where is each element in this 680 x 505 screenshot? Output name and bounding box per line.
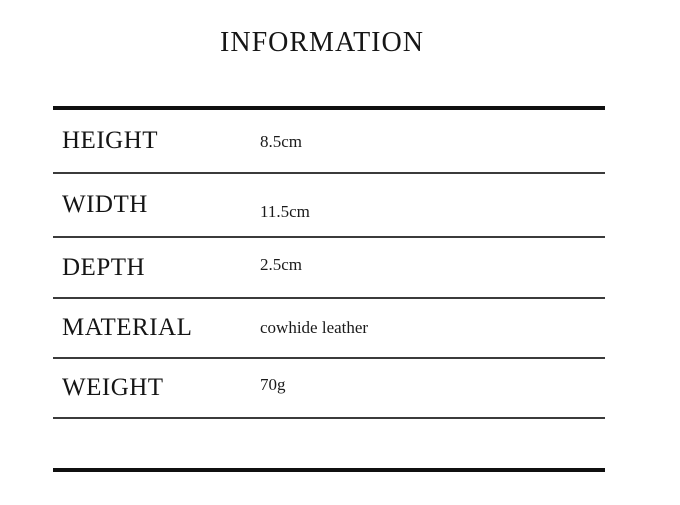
spec-label: WIDTH <box>62 191 148 218</box>
spec-row-material <box>53 299 605 359</box>
spec-value: 8.5cm <box>260 132 303 151</box>
spec-row-height <box>53 110 605 174</box>
spec-value: cowhide leather <box>260 318 369 337</box>
spec-row-weight <box>53 359 605 419</box>
spec-value: 70g <box>260 375 286 394</box>
spec-label: WEIGHT <box>62 374 164 401</box>
table-footer-space <box>53 419 605 468</box>
spec-label: DEPTH <box>62 253 146 281</box>
spec-row-depth <box>53 238 605 299</box>
spec-label: MATERIAL <box>62 314 193 341</box>
spec-value: 2.5cm <box>260 254 303 274</box>
page-title: INFORMATION <box>220 27 424 58</box>
spec-label: HEIGHT <box>62 127 159 154</box>
spec-row-width <box>53 174 605 238</box>
spec-value: 11.5cm <box>260 202 310 221</box>
spec-table <box>53 106 605 472</box>
